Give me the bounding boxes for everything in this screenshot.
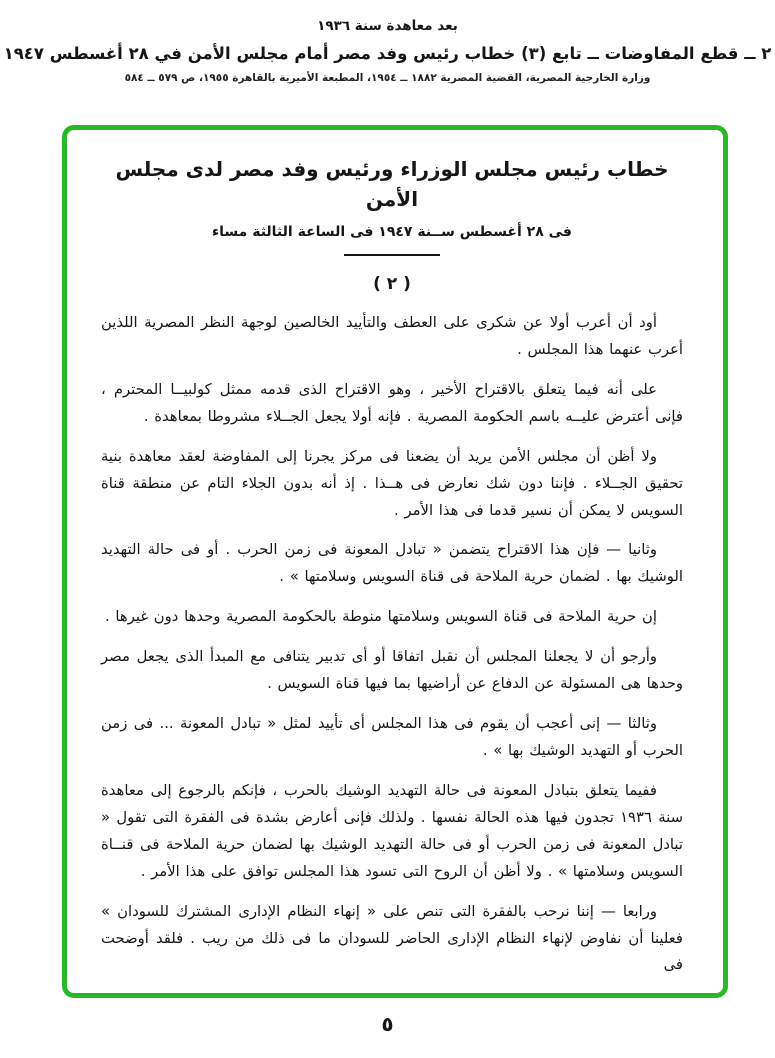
page-header bbox=[0, 18, 775, 84]
document-title: خطاب رئيس مجلس الوزراء ورئيس وفد مصر لدى مجلس الأمن bbox=[115, 157, 669, 211]
paragraph: وثانيا — فإن هذا الاقتراح يتضمن « تبادل المعونة فى زمن الحرب . أو فى حالة التهديد الوشيك بها . لضمان حرية الملاحة فى قناة السويس وسلامتها » . bbox=[101, 541, 683, 586]
paragraph: ورابعا — إننا نرحب بالفقرة التى تنص على « إنهاء النظام الإدارى المشترك للسودان » فعلينا أن نفاوض لإنهاء النظام الإدارى الحاضر للسودان ما فى ذلك من ريب . فلقد أوضحت فى bbox=[101, 902, 683, 974]
header-context-line: بعد معاهدة سنة ١٩٣٦ bbox=[317, 18, 458, 34]
page-number: ٥ bbox=[381, 1012, 394, 1036]
highlight-box bbox=[62, 125, 728, 998]
document-body bbox=[101, 310, 683, 979]
header-citation: وزارة الخارجية المصرية، القضية المصرية ١٨٨٢ ــ ١٩٥٤، المطبعة الأميرية بالقاهرة ١٩٥٥، ص ٥٧٩ ــ ٥٨٤ bbox=[124, 72, 651, 84]
paragraph: أود أن أعرب أولا عن شكرى على العطف والتأييد الخالصين لوجهة النظر المصرية اللذين أعرب عنهما هذا المجلس . bbox=[101, 314, 683, 358]
paragraph: وأرجو أن لا يجعلنا المجلس أن نقبل اتفاقا أو أى تدبير يتنافى مع المبدأ الذى يجعل مصر وحدها هى المسئولة عن الدفاع عن أراضيها بما فيها قناة السويس . bbox=[101, 648, 683, 693]
section-marker: ( ٢ ) bbox=[373, 274, 411, 294]
paragraph: ففيما يتعلق بتبادل المعونة فى حالة التهديد الوشيك بالحرب ، فإنكم بالرجوع إلى معاهدة سنة ١٩٣٦ تجدون فيها هذه الحالة نفسها . ولذلك فإنى أعارض بشدة فى الفقرة التى تقول « تبادل المعونة فى زمن الحرب أو فى حالة التهديد الوشيك بها لضمان حرية الملاحة فى قنــاة السويس وسلامتها » . ولا أظن أن الروح التى تسود هذا المجلس توافق على هذا الأمر . bbox=[101, 781, 683, 880]
title-divider bbox=[344, 254, 440, 256]
paragraph: على أنه فيما يتعلق بالاقتراح الأخير ، وهو الاقتراح الذى قدمه ممثل كولبيــا المحترم ، فإنى أعترض عليــه باسم الحكومة المصرية . فإنه أولا يجعل الجــلاء مشروطا بمعاهدة . bbox=[101, 380, 683, 425]
header-title-line: ٢ ــ قطع المفاوضات ــ تابع (٣) خطاب رئيس وفد مصر أمام مجلس الأمن في ٢٨ أغسطس ١٩٤٧ bbox=[3, 44, 772, 63]
document-subtitle: فى ٢٨ أغسطس ســنة ١٩٤٧ فى الساعة الثالثة مساء bbox=[212, 224, 572, 240]
paragraph: إن حرية الملاحة فى قناة السويس وسلامتها منوطة بالحكومة المصرية وحدها دون غيرها . bbox=[105, 608, 657, 626]
paragraph: ولا أظن أن مجلس الأمن يريد أن يضعنا فى مركز يجرنا إلى المفاوضة لعقد معاهدة بنية تحقيق الجــلاء . فإننا دون شك نعارض فى هــذا . إذ أنه بدون الجلاء التام عن منطقة قناة السويس لا يمكن أن نسير قدما فى هذا الأمر . bbox=[101, 447, 683, 519]
paragraph: وثالثا — إنى أعجب أن يقوم فى هذا المجلس أى تأييد لمثل « تبادل المعونة ... فى زمن الحرب أو التهديد الوشيك بها » . bbox=[101, 715, 683, 759]
